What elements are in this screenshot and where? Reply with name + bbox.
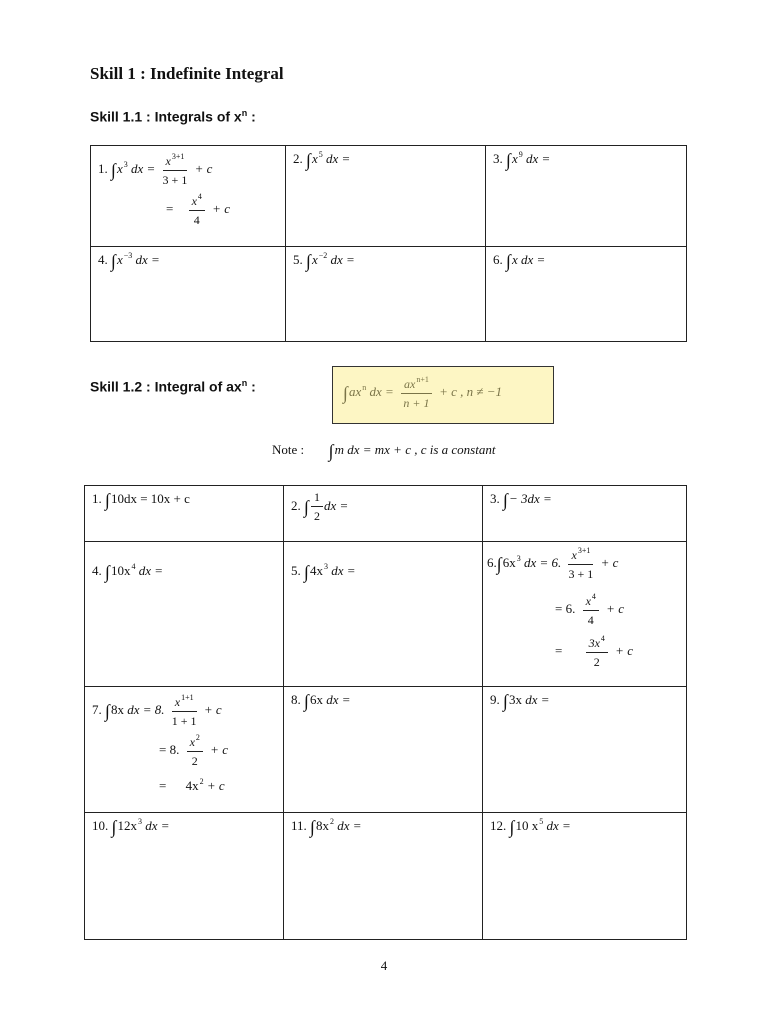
note-line: Note : ∫m dx = mx + c , c is a constant	[272, 441, 496, 461]
integral-sign-icon: ∫	[304, 496, 309, 517]
integral-sign-icon: ∫	[506, 150, 511, 170]
integrals-of-axn-table	[84, 485, 687, 940]
integral-sign-icon: ∫	[304, 691, 309, 711]
integral-sign-icon: ∫	[304, 562, 309, 582]
integral-sign-icon: ∫	[306, 251, 311, 271]
integral-sign-icon: ∫	[503, 691, 508, 711]
skill-1-1-heading: Skill 1.1 : Integrals of $x^n$ :	[90, 108, 256, 125]
power-rule-formula-box: $\int ax^n$ dx = $\frac{ax^{n+1}}{n + 1}$ + c , n ≠ −1	[332, 366, 554, 424]
table1-cell-5: 5. $\int x^{-2}$ dx =	[286, 247, 486, 342]
table2-cell-11: 11. $\int 8x^2$ dx =	[284, 813, 483, 940]
integral-sign-icon: ∫	[111, 817, 117, 837]
integrals-of-xn-table	[90, 145, 687, 342]
table2-cell-5: 5. $\int 4x^3$ dx =	[284, 542, 483, 687]
table1-cell-2: 2. $\int x^5$ dx =	[286, 146, 486, 247]
table2-cell-6: $6.\int 6x^3$ dx = 6. $\frac{x^{3+1}}{3 + 1}$ + c = 6. $\frac{x^4}{4}$ + c = $\frac{3x^4}{2}$ + c	[483, 542, 687, 687]
table2-cell-8: 8. ∫6x dx =	[284, 687, 483, 813]
table2-cell-1: 1. ∫10dx = 10x + c	[85, 486, 284, 542]
table1-cell-3: 3. $\int x^9$ dx =	[486, 146, 687, 247]
table2-cell-10: 10. $\int 12x^3$ dx =	[85, 813, 284, 940]
integral-sign-icon: ∫	[496, 553, 502, 574]
integral-sign-icon: ∫	[503, 490, 508, 510]
integral-sign-icon: ∫	[506, 251, 511, 271]
integral-sign-icon: ∫	[105, 700, 110, 721]
integral-sign-icon: ∫	[310, 817, 315, 837]
skill-1-2-heading: Skill 1.2 : Integral of $ax^n$ :	[90, 378, 256, 395]
table2-cell-9: 9. ∫3x dx =	[483, 687, 687, 813]
table2-cell-7: 7. ∫8x dx = 8. $\frac{x^{1+1}}{1 + 1}$ + c = 8. $\frac{x^2}{2}$ + c = $4x^2 + c$	[85, 687, 284, 813]
table1-cell-6: 6. ∫x dx =	[486, 247, 687, 342]
table2-cell-12: 12. ∫10 $x^5$ dx =	[483, 813, 687, 940]
integral-sign-icon: ∫	[306, 150, 311, 170]
table1-cell-1: 1. $\int x^3$ dx = $\frac{x^{3+1}}{3 + 1}$ + c = $\frac{x^4}{4}$ + c	[91, 146, 286, 247]
table2-cell-2: 2. ∫ $\frac{1}{2}$ dx =	[284, 486, 483, 542]
integral-sign-icon: ∫	[343, 382, 348, 403]
page-number: 4	[380, 958, 388, 973]
integral-sign-icon: ∫	[105, 562, 110, 582]
page-title: Skill 1 : Indefinite Integral	[90, 64, 284, 83]
integral-sign-icon: ∫	[111, 251, 116, 271]
integral-sign-icon: ∫	[105, 490, 110, 510]
integral-sign-icon: ∫	[509, 817, 515, 837]
integral-sign-icon: ∫	[328, 441, 334, 461]
integral-sign-icon: ∫	[111, 159, 116, 180]
table2-cell-4: 4. $\int 10x^4$ dx =	[85, 542, 284, 687]
table2-cell-3: 3. ∫− 3dx =	[483, 486, 687, 542]
table1-cell-4: 4. $\int x^{-3}$ dx =	[91, 247, 286, 342]
